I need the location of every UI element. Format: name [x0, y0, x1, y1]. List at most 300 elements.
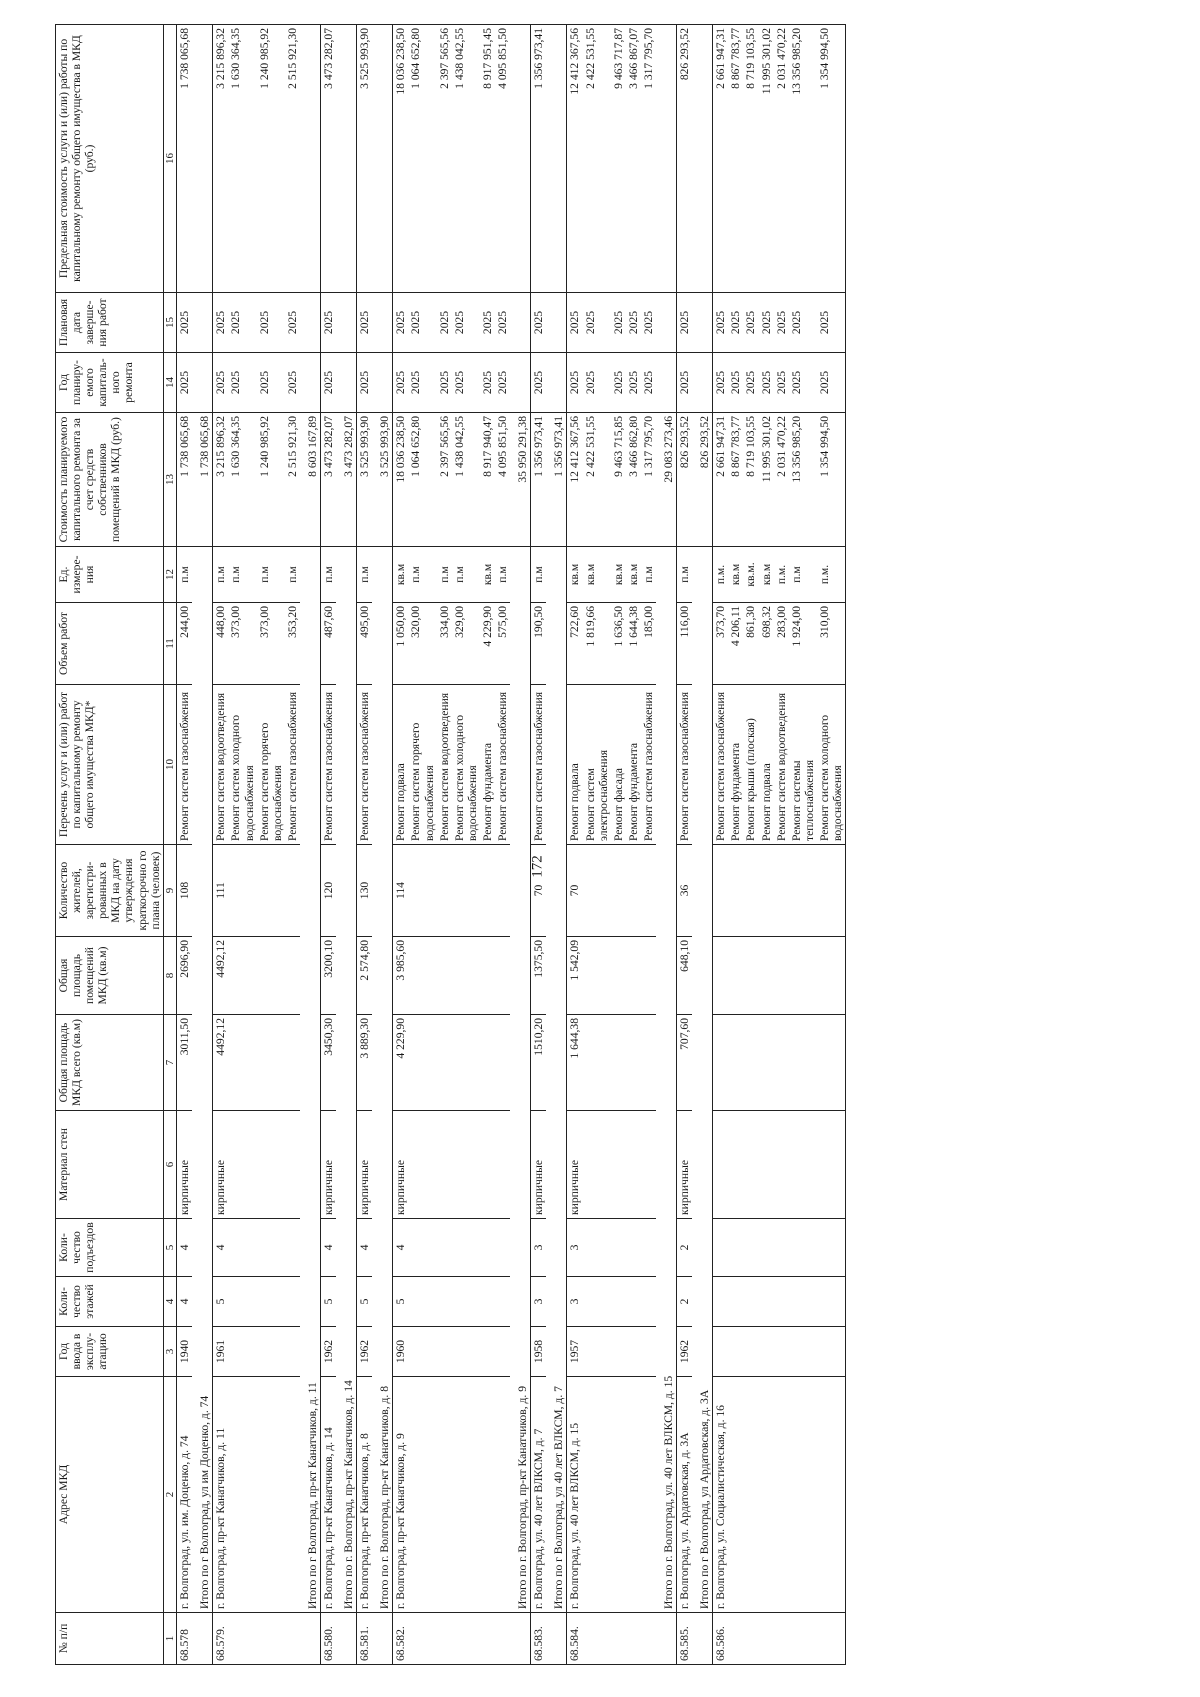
wall-material	[713, 1111, 729, 1219]
work-volume: 1 819,66	[583, 603, 611, 685]
total-area: 4492,12	[213, 1015, 229, 1111]
work-volume: 487,60	[321, 603, 337, 685]
table-row	[626, 25, 641, 1665]
empty-cell	[480, 1277, 495, 1327]
empty-cell	[583, 937, 611, 1015]
work-unit: кв.м	[611, 547, 626, 603]
empty-cell	[789, 1327, 817, 1377]
work-unit: кв.м	[567, 547, 583, 603]
work-cost: 2 422 531,55	[583, 413, 611, 547]
total-cost: 1 738 065,68	[192, 413, 213, 547]
work-unit: кв.м	[759, 547, 774, 603]
work-cost: 2 031 470,22	[774, 413, 789, 547]
completion-year: 2025	[567, 293, 583, 353]
work-volume: 116,00	[677, 603, 693, 685]
empty-cell	[774, 937, 789, 1015]
total-cost: 35 950 291,38	[510, 413, 531, 547]
empty-cell	[817, 1613, 846, 1665]
completion-year: 2025	[357, 293, 373, 353]
empty-cell	[789, 845, 817, 937]
work-volume: 310,00	[817, 603, 846, 685]
building-address: г. Волгоград, пр-кт Канатчиков, д. 14	[321, 1377, 337, 1613]
completion-year: 2025	[452, 293, 480, 353]
work-unit: п.м	[357, 547, 373, 603]
work-cost: 1 240 985,92	[257, 413, 285, 547]
empty-cell	[452, 1613, 480, 1665]
work-name: Ремонт подвала	[393, 685, 409, 845]
limit-cost: 3 466 867,07	[626, 25, 641, 293]
completion-year: 2025	[408, 293, 436, 353]
work-volume: 1 644,38	[626, 603, 641, 685]
empty-cell	[728, 1613, 743, 1665]
work-name: Ремонт систем горячего водоснабжения	[408, 685, 436, 845]
empty-cell	[846, 603, 847, 685]
empty-cell	[846, 1015, 847, 1111]
empty-cell	[743, 845, 758, 937]
column-number: 16	[163, 25, 176, 293]
empty-cell	[846, 1327, 847, 1377]
empty-cell	[495, 1613, 510, 1665]
table-row	[641, 25, 656, 1665]
empty-cell	[789, 1377, 817, 1613]
column-header: Материал стен	[56, 1111, 164, 1219]
planned-year: 2025	[393, 353, 409, 413]
empty-cell	[656, 293, 677, 353]
empty-cell	[774, 1277, 789, 1327]
table-row	[817, 25, 846, 1665]
work-cost: 1 317 795,70	[641, 413, 656, 547]
column-number: 6	[163, 1111, 176, 1219]
empty-cell	[228, 937, 256, 1015]
planned-year: 2025	[285, 353, 300, 413]
planned-year: 2025	[713, 353, 729, 413]
empty-cell	[228, 1327, 256, 1377]
empty-cell	[480, 1111, 495, 1219]
empty-cell	[228, 1277, 256, 1327]
floor-count: 5	[321, 1277, 337, 1327]
total-cost: 3 473 282,07	[336, 413, 357, 547]
work-volume: 190,50	[531, 603, 547, 685]
empty-cell	[774, 1015, 789, 1111]
empty-cell	[846, 547, 847, 603]
empty-cell	[452, 1219, 480, 1277]
table-end	[846, 25, 847, 1665]
empty-cell	[728, 1377, 743, 1613]
row-number: 68.581.	[357, 1613, 373, 1665]
page-number: 172	[529, 855, 546, 878]
table-row	[789, 25, 817, 1665]
total-row	[300, 25, 321, 1665]
table-row	[321, 25, 337, 1665]
empty-cell	[480, 1219, 495, 1277]
total-cost: 826 293,52	[692, 413, 713, 547]
empty-cell	[728, 1219, 743, 1277]
total-row	[192, 25, 213, 1665]
row-number: 68.585.	[677, 1613, 693, 1665]
row-number: 68.578	[177, 1613, 193, 1665]
empty-cell	[228, 1015, 256, 1111]
work-cost: 3 466 862,80	[626, 413, 641, 547]
empty-cell	[228, 845, 256, 937]
total-area: 4 229,90	[393, 1015, 409, 1111]
empty-cell	[817, 1277, 846, 1327]
premises-area: 3 985,60	[393, 937, 409, 1015]
empty-cell	[452, 1277, 480, 1327]
empty-cell	[759, 1111, 774, 1219]
work-cost: 8 917 940,47	[480, 413, 495, 547]
floor-count: 2	[677, 1277, 693, 1327]
planned-year: 2025	[774, 353, 789, 413]
empty-cell	[789, 1277, 817, 1327]
work-unit: п.м	[285, 547, 300, 603]
wall-material: кирпичные	[393, 1111, 409, 1219]
empty-cell	[759, 845, 774, 937]
completion-year: 2025	[531, 293, 547, 353]
work-volume: 495,00	[357, 603, 373, 685]
repair-plan-table	[55, 24, 846, 1665]
column-header: Перечень услуг и (или) работ по капитальному ремонту общего имущества МКД*	[56, 685, 164, 845]
empty-cell	[759, 1277, 774, 1327]
empty-cell	[510, 1613, 531, 1665]
completion-year: 2025	[626, 293, 641, 353]
work-name: Ремонт систем газоснабжения	[641, 685, 656, 845]
work-volume: 575,00	[495, 603, 510, 685]
limit-cost: 3 215 896,32	[213, 25, 229, 293]
work-unit: кв.м	[480, 547, 495, 603]
empty-cell	[774, 1111, 789, 1219]
work-volume: 320,00	[408, 603, 436, 685]
commissioning-year: 1940	[177, 1327, 193, 1377]
resident-count: 130	[357, 845, 373, 937]
column-number: 11	[163, 603, 176, 685]
limit-cost: 3 473 282,07	[321, 25, 337, 293]
floor-count: 3	[531, 1277, 547, 1327]
empty-cell	[408, 937, 436, 1015]
empty-cell	[846, 25, 847, 293]
completion-year: 2025	[393, 293, 409, 353]
work-volume: 861,30	[743, 603, 758, 685]
resident-count: 120	[321, 845, 337, 937]
completion-year: 2025	[641, 293, 656, 353]
empty-cell	[641, 1015, 656, 1111]
empty-cell	[846, 353, 847, 413]
total-label: Итого по г. Волгоград, пр-кт Канатчиков, д. 8	[372, 547, 393, 1613]
empty-cell	[692, 25, 713, 293]
empty-cell	[728, 1111, 743, 1219]
building-address: г. Волгоград, ул. 40 лет ВЛКСМ, д. 7	[531, 1377, 547, 1613]
work-cost: 1 064 652,80	[408, 413, 436, 547]
empty-cell	[846, 1111, 847, 1219]
work-volume: 353,20	[285, 603, 300, 685]
total-cost: 3 525 993,90	[372, 413, 393, 547]
limit-cost: 1 317 795,70	[641, 25, 656, 293]
empty-cell	[846, 685, 847, 845]
empty-cell	[510, 25, 531, 293]
commissioning-year: 1962	[321, 1327, 337, 1377]
work-unit: п.м	[321, 547, 337, 603]
work-unit: п.м	[789, 547, 817, 603]
work-cost: 3 525 993,90	[357, 413, 373, 547]
empty-cell	[743, 1015, 758, 1111]
work-volume: 698,32	[759, 603, 774, 685]
empty-cell	[583, 1377, 611, 1613]
column-header: Год ввода в эксплу-атацию	[56, 1327, 164, 1377]
resident-count: 70	[567, 845, 583, 937]
empty-cell	[257, 1613, 285, 1665]
empty-cell	[257, 1277, 285, 1327]
column-number-row	[163, 25, 176, 1665]
work-name: Ремонт фасада	[611, 685, 626, 845]
empty-cell	[336, 1613, 357, 1665]
empty-cell	[583, 1327, 611, 1377]
table-row	[713, 25, 729, 1665]
work-unit: п.м	[228, 547, 256, 603]
planned-year: 2025	[213, 353, 229, 413]
planned-year: 2025	[177, 353, 193, 413]
building-address: г. Волгоград, ул. Ардатовская, д. 3А	[677, 1377, 693, 1613]
wall-material: кирпичные	[357, 1111, 373, 1219]
empty-cell	[743, 1219, 758, 1277]
empty-cell	[510, 293, 531, 353]
empty-cell	[408, 1377, 436, 1613]
planned-year: 2025	[789, 353, 817, 413]
empty-cell	[846, 1377, 847, 1613]
empty-cell	[789, 1015, 817, 1111]
empty-cell	[437, 1111, 452, 1219]
wall-material: кирпичные	[321, 1111, 337, 1219]
column-number: 4	[163, 1277, 176, 1327]
row-number: 68.584.	[567, 1613, 583, 1665]
limit-cost: 2 031 470,22	[774, 25, 789, 293]
column-number: 14	[163, 353, 176, 413]
empty-cell	[626, 1377, 641, 1613]
completion-year: 2025	[611, 293, 626, 353]
total-area: 707,60	[677, 1015, 693, 1111]
empty-cell	[372, 25, 393, 293]
empty-cell	[759, 937, 774, 1015]
total-row	[510, 25, 531, 1665]
total-row	[336, 25, 357, 1665]
empty-cell	[611, 1219, 626, 1277]
work-volume: 1 636,50	[611, 603, 626, 685]
work-name: Ремонт систем газоснабжения	[495, 685, 510, 845]
planned-year: 2025	[743, 353, 758, 413]
empty-cell	[495, 1377, 510, 1613]
work-name: Ремонт систем газоснабжения	[177, 685, 193, 845]
column-header: Коли-чество этажей	[56, 1277, 164, 1327]
empty-cell	[583, 1015, 611, 1111]
floor-count: 5	[357, 1277, 373, 1327]
empty-cell	[452, 1015, 480, 1111]
work-cost: 11 995 301,02	[759, 413, 774, 547]
empty-cell	[774, 1219, 789, 1277]
column-number: 5	[163, 1219, 176, 1277]
entrance-count: 4	[321, 1219, 337, 1277]
planned-year: 2025	[357, 353, 373, 413]
empty-cell	[728, 1015, 743, 1111]
empty-cell	[408, 1219, 436, 1277]
work-name: Ремонт систем холодного водоснабжения	[452, 685, 480, 845]
limit-cost: 2 397 565,56	[437, 25, 452, 293]
commissioning-year: 1957	[567, 1327, 583, 1377]
work-cost: 1 438 042,55	[452, 413, 480, 547]
commissioning-year: 1960	[393, 1327, 409, 1377]
empty-cell	[285, 1327, 300, 1377]
empty-cell	[846, 1277, 847, 1327]
work-volume: 373,00	[257, 603, 285, 685]
resident-count	[713, 845, 729, 937]
empty-cell	[759, 1377, 774, 1613]
empty-cell	[372, 1613, 393, 1665]
work-name: Ремонт систем водоотведения	[774, 685, 789, 845]
empty-cell	[300, 353, 321, 413]
rotated-page	[55, 25, 1200, 1665]
empty-cell	[228, 1219, 256, 1277]
empty-cell	[437, 845, 452, 937]
empty-cell	[743, 937, 758, 1015]
work-volume: 373,00	[228, 603, 256, 685]
limit-cost: 4 095 851,50	[495, 25, 510, 293]
empty-cell	[641, 1377, 656, 1613]
row-number: 68.586.	[713, 1613, 729, 1665]
empty-cell	[452, 1377, 480, 1613]
empty-cell	[611, 937, 626, 1015]
premises-area: 648,10	[677, 937, 693, 1015]
empty-cell	[510, 353, 531, 413]
work-unit: п.м	[177, 547, 193, 603]
column-header: Количество жителей, зарегистри-рованных в МКД на дату утверждения краткосрочно го плана (человек)	[56, 845, 164, 937]
work-unit: кв.м	[626, 547, 641, 603]
empty-cell	[789, 1219, 817, 1277]
column-number: 15	[163, 293, 176, 353]
total-area	[713, 1015, 729, 1111]
empty-cell	[743, 1613, 758, 1665]
empty-cell	[789, 1613, 817, 1665]
empty-cell	[817, 1015, 846, 1111]
empty-cell	[743, 1327, 758, 1377]
table-row	[257, 25, 285, 1665]
total-cost: 1 356 973,41	[546, 413, 567, 547]
limit-cost: 1 240 985,92	[257, 25, 285, 293]
empty-cell	[495, 1015, 510, 1111]
empty-cell	[285, 845, 300, 937]
completion-year: 2025	[285, 293, 300, 353]
empty-cell	[480, 845, 495, 937]
work-cost: 3 215 896,32	[213, 413, 229, 547]
empty-cell	[495, 937, 510, 1015]
empty-cell	[583, 1613, 611, 1665]
empty-cell	[546, 1613, 567, 1665]
empty-cell	[480, 1377, 495, 1613]
empty-cell	[452, 1327, 480, 1377]
work-name: Ремонт систем газоснабжения	[357, 685, 373, 845]
floor-count: 5	[213, 1277, 229, 1327]
work-unit: кв.м.	[743, 547, 758, 603]
empty-cell	[437, 1219, 452, 1277]
planned-year: 2025	[626, 353, 641, 413]
planned-year: 2025	[677, 353, 693, 413]
work-cost: 2 397 565,56	[437, 413, 452, 547]
empty-cell	[495, 845, 510, 937]
work-volume: 4 206,11	[728, 603, 743, 685]
empty-cell	[626, 1613, 641, 1665]
limit-cost: 1 738 065,68	[177, 25, 193, 293]
work-name: Ремонт систем газоснабжения	[531, 685, 547, 845]
commissioning-year: 1962	[677, 1327, 693, 1377]
work-name: Ремонт систем электроснабжения	[583, 685, 611, 845]
work-volume: 244,00	[177, 603, 193, 685]
work-unit: п.м	[677, 547, 693, 603]
empty-cell	[546, 293, 567, 353]
row-number: 68.580.	[321, 1613, 337, 1665]
planned-year: 2025	[495, 353, 510, 413]
column-header: Адрес МКД	[56, 1377, 164, 1613]
premises-area	[713, 937, 729, 1015]
floor-count: 4	[177, 1277, 193, 1327]
empty-cell	[285, 1111, 300, 1219]
work-cost: 2 661 947,31	[713, 413, 729, 547]
total-area: 3450,30	[321, 1015, 337, 1111]
completion-year: 2025	[713, 293, 729, 353]
work-cost: 1 356 973,41	[531, 413, 547, 547]
total-label: Итого по г Волгоград, ул им Доценко, д. 74	[192, 547, 213, 1613]
column-number: 8	[163, 937, 176, 1015]
empty-cell	[692, 1613, 713, 1665]
work-volume: 1 050,00	[393, 603, 409, 685]
work-name: Ремонт систем холодного водоснабжения	[817, 685, 846, 845]
limit-cost: 13 356 985,20	[789, 25, 817, 293]
empty-cell	[656, 353, 677, 413]
column-number: 13	[163, 413, 176, 547]
resident-count: 108	[177, 845, 193, 937]
work-cost: 1 738 065,68	[177, 413, 193, 547]
work-volume: 373,70	[713, 603, 729, 685]
wall-material: кирпичные	[213, 1111, 229, 1219]
empty-cell	[437, 1327, 452, 1377]
empty-cell	[437, 937, 452, 1015]
completion-year: 2025	[817, 293, 846, 353]
planned-year: 2025	[759, 353, 774, 413]
empty-cell	[611, 1377, 626, 1613]
work-name: Ремонт подвала	[567, 685, 583, 845]
table-header	[56, 25, 177, 1665]
empty-cell	[408, 1327, 436, 1377]
empty-cell	[656, 25, 677, 293]
limit-cost: 3 525 993,90	[357, 25, 373, 293]
total-label: Итого по г Волгоград, ул Ардатовская, д. 3А	[692, 547, 713, 1613]
work-cost: 4 095 851,50	[495, 413, 510, 547]
column-header: Год планиру-емого капиталь-ного ремонта	[56, 353, 164, 413]
row-number: 68.583.	[531, 1613, 547, 1665]
empty-cell	[626, 1111, 641, 1219]
empty-cell	[300, 1613, 321, 1665]
resident-count: 111	[213, 845, 229, 937]
empty-cell	[336, 353, 357, 413]
empty-cell	[583, 1219, 611, 1277]
completion-year: 2025	[257, 293, 285, 353]
empty-cell	[626, 1219, 641, 1277]
row-number: 68.579.	[213, 1613, 229, 1665]
limit-cost: 12 412 367,56	[567, 25, 583, 293]
empty-cell	[285, 1219, 300, 1277]
commissioning-year	[713, 1327, 729, 1377]
empty-cell	[846, 937, 847, 1015]
resident-count: 36	[677, 845, 693, 937]
empty-cell	[626, 1277, 641, 1327]
work-name: Ремонт фундамента	[626, 685, 641, 845]
work-name: Ремонт систем газоснабжения	[285, 685, 300, 845]
work-unit: п.м.	[713, 547, 729, 603]
